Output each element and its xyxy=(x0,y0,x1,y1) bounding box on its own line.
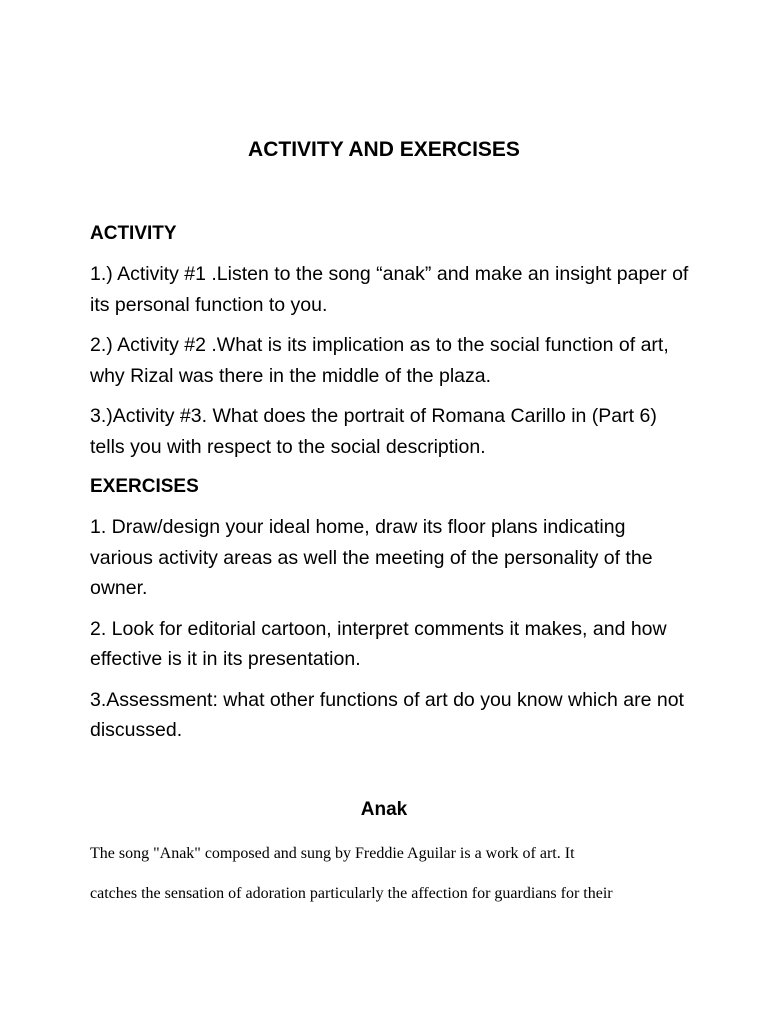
exercise-item-3: 3.Assessment: what other functions of art do you know which are not discussed. xyxy=(90,688,684,741)
activity-heading: ACTIVITY xyxy=(90,223,177,244)
activity-item-3: 3.)Activity #3. What does the portrait of Romana Carillo in (Part 6) tells you with respect to the social description. xyxy=(90,405,657,458)
anak-paragraph xyxy=(90,834,680,914)
activity-item-2: 2.) Activity #2 .What is its implication as to the social function of art, why Rizal was there in the middle of the plaza. xyxy=(90,334,669,387)
page-title: ACTIVITY AND EXERCISES xyxy=(248,138,520,161)
exercise-item-2: 2. Look for editorial cartoon, interpret comments it makes, and how effective is it in its presentation. xyxy=(90,617,667,670)
exercises-heading: EXERCISES xyxy=(90,476,199,497)
anak-line-2: catches the sensation of adoration particularly the affection for guardians for their xyxy=(90,885,613,902)
activity-item-1: 1.) Activity #1 .Listen to the song “anak” and make an insight paper of its personal function to you. xyxy=(90,263,689,316)
anak-line-1: The song "Anak" composed and sung by Freddie Aguilar is a work of art. It xyxy=(90,845,575,862)
activity-exercises-section xyxy=(90,219,690,756)
anak-title: Anak xyxy=(360,799,408,820)
exercise-item-1: 1. Draw/design your ideal home, draw its floor plans indicating various activity areas as well the meeting of the personality of the owner. xyxy=(90,516,653,599)
